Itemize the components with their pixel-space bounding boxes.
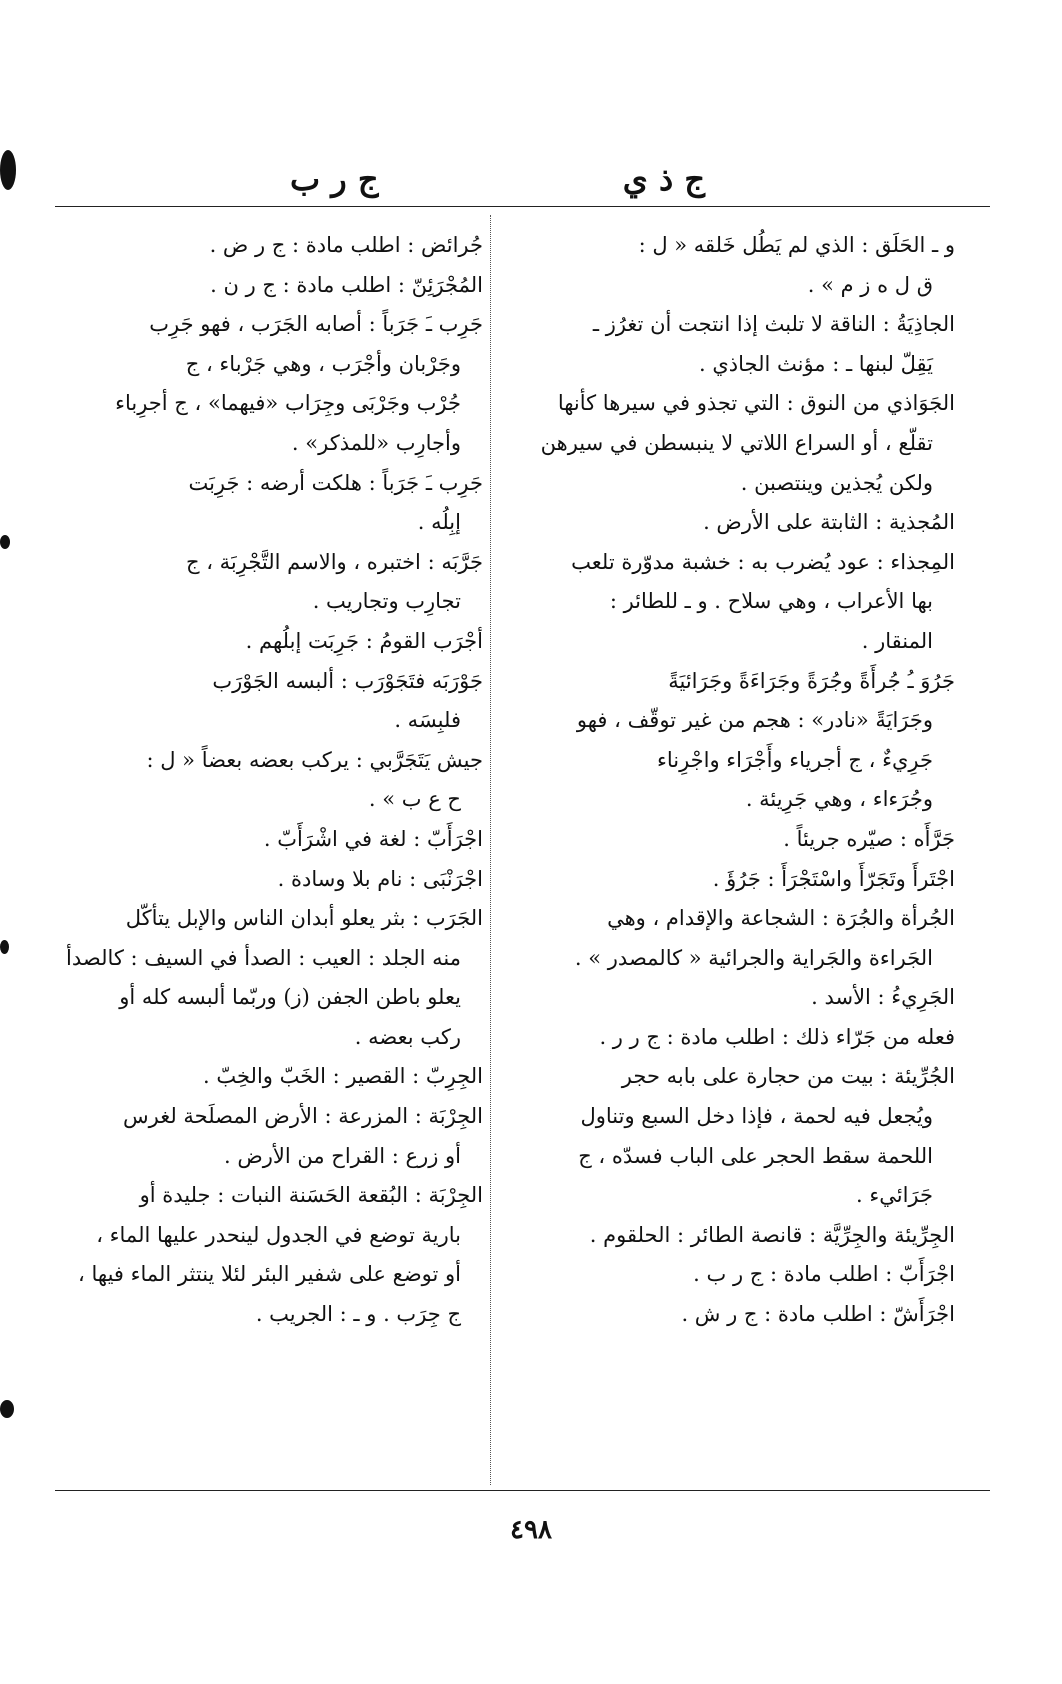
entry-line: يعلو باطن الجفن (ز) وربّما ألبسه كله أو — [119, 985, 461, 1010]
entry-line: اجْرَأَبّ : اطلب مادة : ج ر ب . — [693, 1262, 955, 1287]
entry-line: جيش يَتَجَرَّبي : يركب بعضه بعضاً « ل : — [146, 747, 483, 772]
entry-line: تقلّع ، أو السراع اللاتي لا ينبسطن في سيرهن — [540, 430, 933, 455]
scan-mark — [0, 1400, 14, 1418]
entry-line: الجُرِّيئة : بيت من حجارة على بابه حجر — [621, 1064, 955, 1089]
entry-line: الجِرِبّ : القصير : الخَبّ والخِبّ . — [203, 1064, 483, 1089]
entry-line: جَرِب ـَ جَرَباً : أصابه الجَرَب ، فهو جَرِب — [149, 312, 483, 337]
entry-line: جَرَّبَه : اختبره ، والاسم التَّجْرِبَة ، ج — [185, 549, 483, 574]
entry-line: بها الأعراب ، وهي سلاح . و ـ للطائر : — [609, 589, 933, 614]
entry-line: الجَرَب : بثر يعلو أبدان الناس والإبل يتأكّل — [125, 906, 483, 931]
entry-line: يَقِلّ لبنها ـ : مؤنث الجاذي . — [698, 351, 933, 376]
header-rule — [55, 206, 990, 207]
entry-line: اجْرَأَشّ : اطلب مادة : ج ر ش . — [681, 1302, 955, 1327]
entry-line: الجِرِّيئة والجِرِّيَّة : قانصة الطائر : الحلقوم . — [589, 1222, 955, 1247]
entry-line: المُجذية : الثابتة على الأرض . — [703, 510, 955, 535]
entry-line: ج جِرَب . و ـ : الجريب . — [255, 1302, 461, 1327]
entry-line: ح ع ب » . — [368, 787, 461, 812]
footer-rule — [55, 1490, 990, 1491]
entry-line: جُرائض : اطلب مادة : ج ر ض . — [209, 233, 483, 257]
entry-line: جَرِب ـَ جَرَباً : هلكت أرضه : جَرِبَت — [188, 470, 483, 495]
entry-line: المُجْرَئِنّ : اطلب مادة : ج ر ن . — [210, 272, 483, 297]
entry-line: أو توضع على شفير البئر لئلا ينتثر الماء فيها ، — [78, 1262, 461, 1287]
entry-line: ويُجعل فيه لحمة ، فإذا دخل السبع وتناول — [580, 1104, 933, 1129]
entry-line: جَوْرَبَه فتَجَوْرَب : ألبسه الجَوْرَب — [212, 668, 483, 693]
entry-line: بارية توضع في الجدول لينحدر عليها الماء ، — [96, 1222, 461, 1247]
entry-line: جَرَائيء . — [856, 1183, 933, 1208]
entry-line: اللحمة سقط الحجر على الباب فسدّه ، ج — [578, 1143, 933, 1168]
entry-line: الجَراءة والجَراية والجرائية « كالمصدر » . — [574, 945, 933, 970]
column-divider — [490, 215, 491, 1485]
entry-line: جَرِيءٌ ، ج أجرياء وأَجْرَاء واجْرِناء — [656, 747, 933, 772]
entry-line: منه الجلد : العيب : الصدأ في السيف : كالصدأ — [66, 945, 461, 970]
entry-line: اجْرَأَبّ : لغة في اشْرَأَبّ . — [263, 826, 483, 851]
entry-line: الجُرأة والجُرَة : الشجاعة والإقدام ، وهي — [607, 906, 955, 931]
entry-line: وجُرَءاء ، وهي جَرِيئة . — [745, 787, 933, 812]
page-number: ٤٩٨ — [510, 1515, 552, 1545]
entry-line: ق ل ه ز م » . — [807, 272, 933, 297]
entry-line: إبِلُه . — [417, 510, 461, 535]
entry-line: تجارِب وتجاريب . — [312, 589, 461, 614]
entry-line: جُرْب وجَرْبَى وجِرَاب «فيهما» ، ج أجرِباء — [115, 391, 461, 416]
entry-line: أجْرَب القومُ : جَرِبَت إبلُهم . — [245, 628, 483, 653]
left-column-root-heading: ج ر ب — [290, 160, 379, 198]
entry-line: الجَوَاذي من النوق : التي تجذو في سيرها كأنها — [557, 391, 955, 416]
entry-line: جَرَّأَه : صيّره جريئاً . — [783, 826, 955, 851]
entry-line: الجاذِيَةُ : الناقة لا تلبث إذا انتجت أن تغرُز ـ — [592, 312, 955, 337]
entry-line: اجْرَنْبَى : نام بلا وسادة . — [277, 866, 483, 891]
left-column — [55, 226, 483, 1488]
entry-line: أو زرع : القراح من الأرض . — [224, 1143, 461, 1168]
entry-line: وجَرْبان وأجْرَب ، وهي جَرْباء ، ج — [185, 351, 461, 376]
scan-mark — [0, 535, 10, 549]
right-column — [505, 226, 955, 1488]
entry-line: الجَرِيءُ : الأسد . — [811, 985, 955, 1010]
entry-line: جَرُوَ ـُ جُرأَةً وجُرَةً وجَرَاءَةً وجَرَائيَةً — [668, 668, 955, 693]
entry-line: الجِرْبَة : المزرعة : الأرض المصلَحة لغرس — [122, 1104, 483, 1129]
entry-line: فلبِسَه . — [394, 708, 461, 733]
entry-line: ولكن يُجذين وينتصبن . — [740, 470, 933, 495]
entry-line: و ـ الحَلَق : الذي لم يَطُل خَلقه « ل : — [638, 233, 955, 257]
page-header — [55, 160, 990, 210]
entry-line: ركب بعضه . — [354, 1024, 461, 1049]
entry-line: المنقار . — [861, 628, 933, 653]
scan-mark — [0, 150, 16, 190]
entry-line: فعله من جَرّاء ذلك : اطلب مادة : ج ر ر . — [599, 1024, 955, 1049]
entry-line: المِجذاء : عود يُضرب به : خشبة مدوّرة تلعب — [571, 549, 955, 574]
entry-line: وأجارِب «للمذكر» . — [291, 430, 461, 455]
right-column-root-heading: ج ذ ي — [622, 160, 705, 198]
entry-line: وجَرَايَةً «نادر» : هجم من غير توقّف ، فهو — [576, 708, 933, 733]
entry-line: اجْتَرأَ وتَجَرّأَ واسْتَجْرَأَ : جَرُؤَ . — [712, 866, 955, 891]
entry-line: الجِرْبَة : البُقعة الحَسَنة النبات : جليدة أو — [139, 1183, 483, 1208]
scan-mark — [0, 940, 9, 954]
